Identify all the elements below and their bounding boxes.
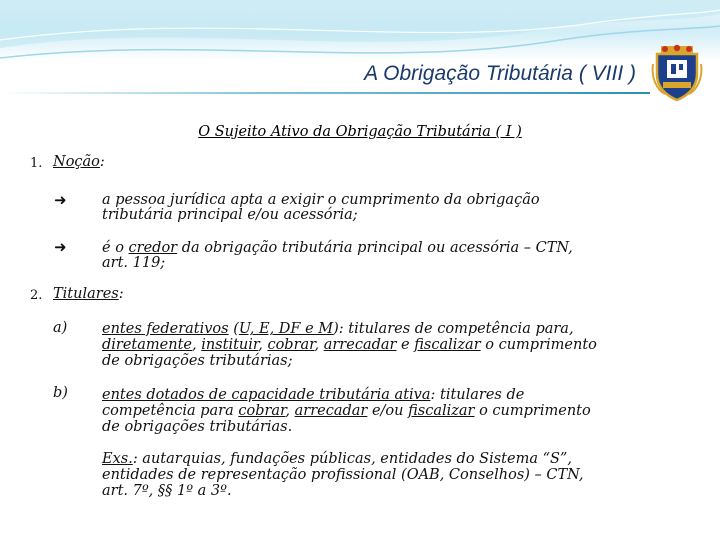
header-wave-decoration bbox=[0, 0, 720, 70]
example-label: Exs. bbox=[102, 451, 133, 467]
list-item-line bbox=[102, 388, 524, 403]
text-run: é o bbox=[102, 240, 129, 256]
text-run-underlined: diretamente bbox=[102, 337, 192, 353]
list-item-line bbox=[102, 404, 591, 419]
text-run: : titulares de bbox=[430, 387, 525, 403]
text-run-underlined: U, E, DF e M bbox=[238, 321, 334, 337]
list-marker: b) bbox=[53, 385, 68, 401]
list-item-line: tributária principal e/ou acessória; bbox=[102, 207, 358, 223]
text-run-underlined: instituir bbox=[201, 337, 259, 353]
example-line: art. 7º, §§ 1º a 3º. bbox=[102, 483, 232, 499]
text-run: , bbox=[258, 337, 268, 353]
text-run: , bbox=[314, 337, 324, 353]
text-run-underlined: credor bbox=[128, 240, 178, 256]
text-run-underlined: fiscalizar bbox=[408, 403, 475, 419]
example-line bbox=[102, 452, 572, 467]
section-heading-colon: : bbox=[99, 154, 105, 170]
text-run-underlined: arrecadar bbox=[323, 337, 397, 353]
text-run: e bbox=[396, 337, 415, 353]
list-marker: a) bbox=[53, 320, 68, 336]
slide-subtitle: O Sujeito Ativo da Obrigação Tributária ( I ) bbox=[198, 124, 522, 140]
section-heading-text: Titulares bbox=[53, 286, 119, 302]
section-heading bbox=[53, 155, 105, 170]
text-run: , bbox=[285, 403, 295, 419]
university-crest-logo bbox=[651, 44, 703, 102]
text-run: o cumprimento bbox=[480, 337, 597, 353]
list-item-line bbox=[102, 322, 574, 337]
text-run-underlined: cobrar bbox=[238, 403, 286, 419]
text-run-underlined: arrecadar bbox=[294, 403, 368, 419]
text-run-underlined: fiscalizar bbox=[414, 337, 481, 353]
section-heading bbox=[53, 287, 124, 302]
title-underline-divider bbox=[0, 92, 650, 94]
arrow-bullet-icon: ➜ bbox=[54, 238, 67, 256]
text-run: , bbox=[191, 337, 202, 353]
text-run-underlined: cobrar bbox=[267, 337, 315, 353]
section-number: 1. bbox=[30, 156, 43, 171]
list-item-line: art. 119; bbox=[102, 255, 166, 271]
page-title: A Obrigação Tributária ( VIII ) bbox=[364, 62, 636, 85]
example-line: entidades de representação profissional (OAB, Conselhos) – CTN, bbox=[102, 467, 584, 483]
text-run: da obrigação tributária principal ou acessória – CTN, bbox=[177, 240, 573, 256]
list-item-line: a pessoa jurídica apta a exigir o cumprimento da obrigação bbox=[102, 192, 540, 208]
list-item-line: de obrigações tributárias; bbox=[102, 353, 293, 369]
text-run: o cumprimento bbox=[474, 403, 591, 419]
section-heading-text: Noção bbox=[53, 154, 100, 170]
text-run: : autarquias, fundações públicas, entidades do Sistema “S”, bbox=[132, 451, 572, 467]
text-run-underlined: entes federativos bbox=[102, 321, 229, 337]
text-run: competência para bbox=[102, 403, 239, 419]
text-run: e/ou bbox=[367, 403, 409, 419]
list-item-line bbox=[102, 338, 597, 353]
list-item-line bbox=[102, 241, 573, 256]
section-number: 2. bbox=[30, 288, 43, 303]
arrow-bullet-icon: ➜ bbox=[54, 191, 67, 209]
section-heading-colon: : bbox=[118, 286, 124, 302]
list-item-line: de obrigações tributárias. bbox=[102, 419, 293, 435]
text-run: ): titulares de competência para, bbox=[333, 321, 574, 337]
text-run-underlined: entes dotados de capacidade tributária ativa bbox=[102, 387, 431, 403]
text-run: ( bbox=[228, 321, 239, 337]
